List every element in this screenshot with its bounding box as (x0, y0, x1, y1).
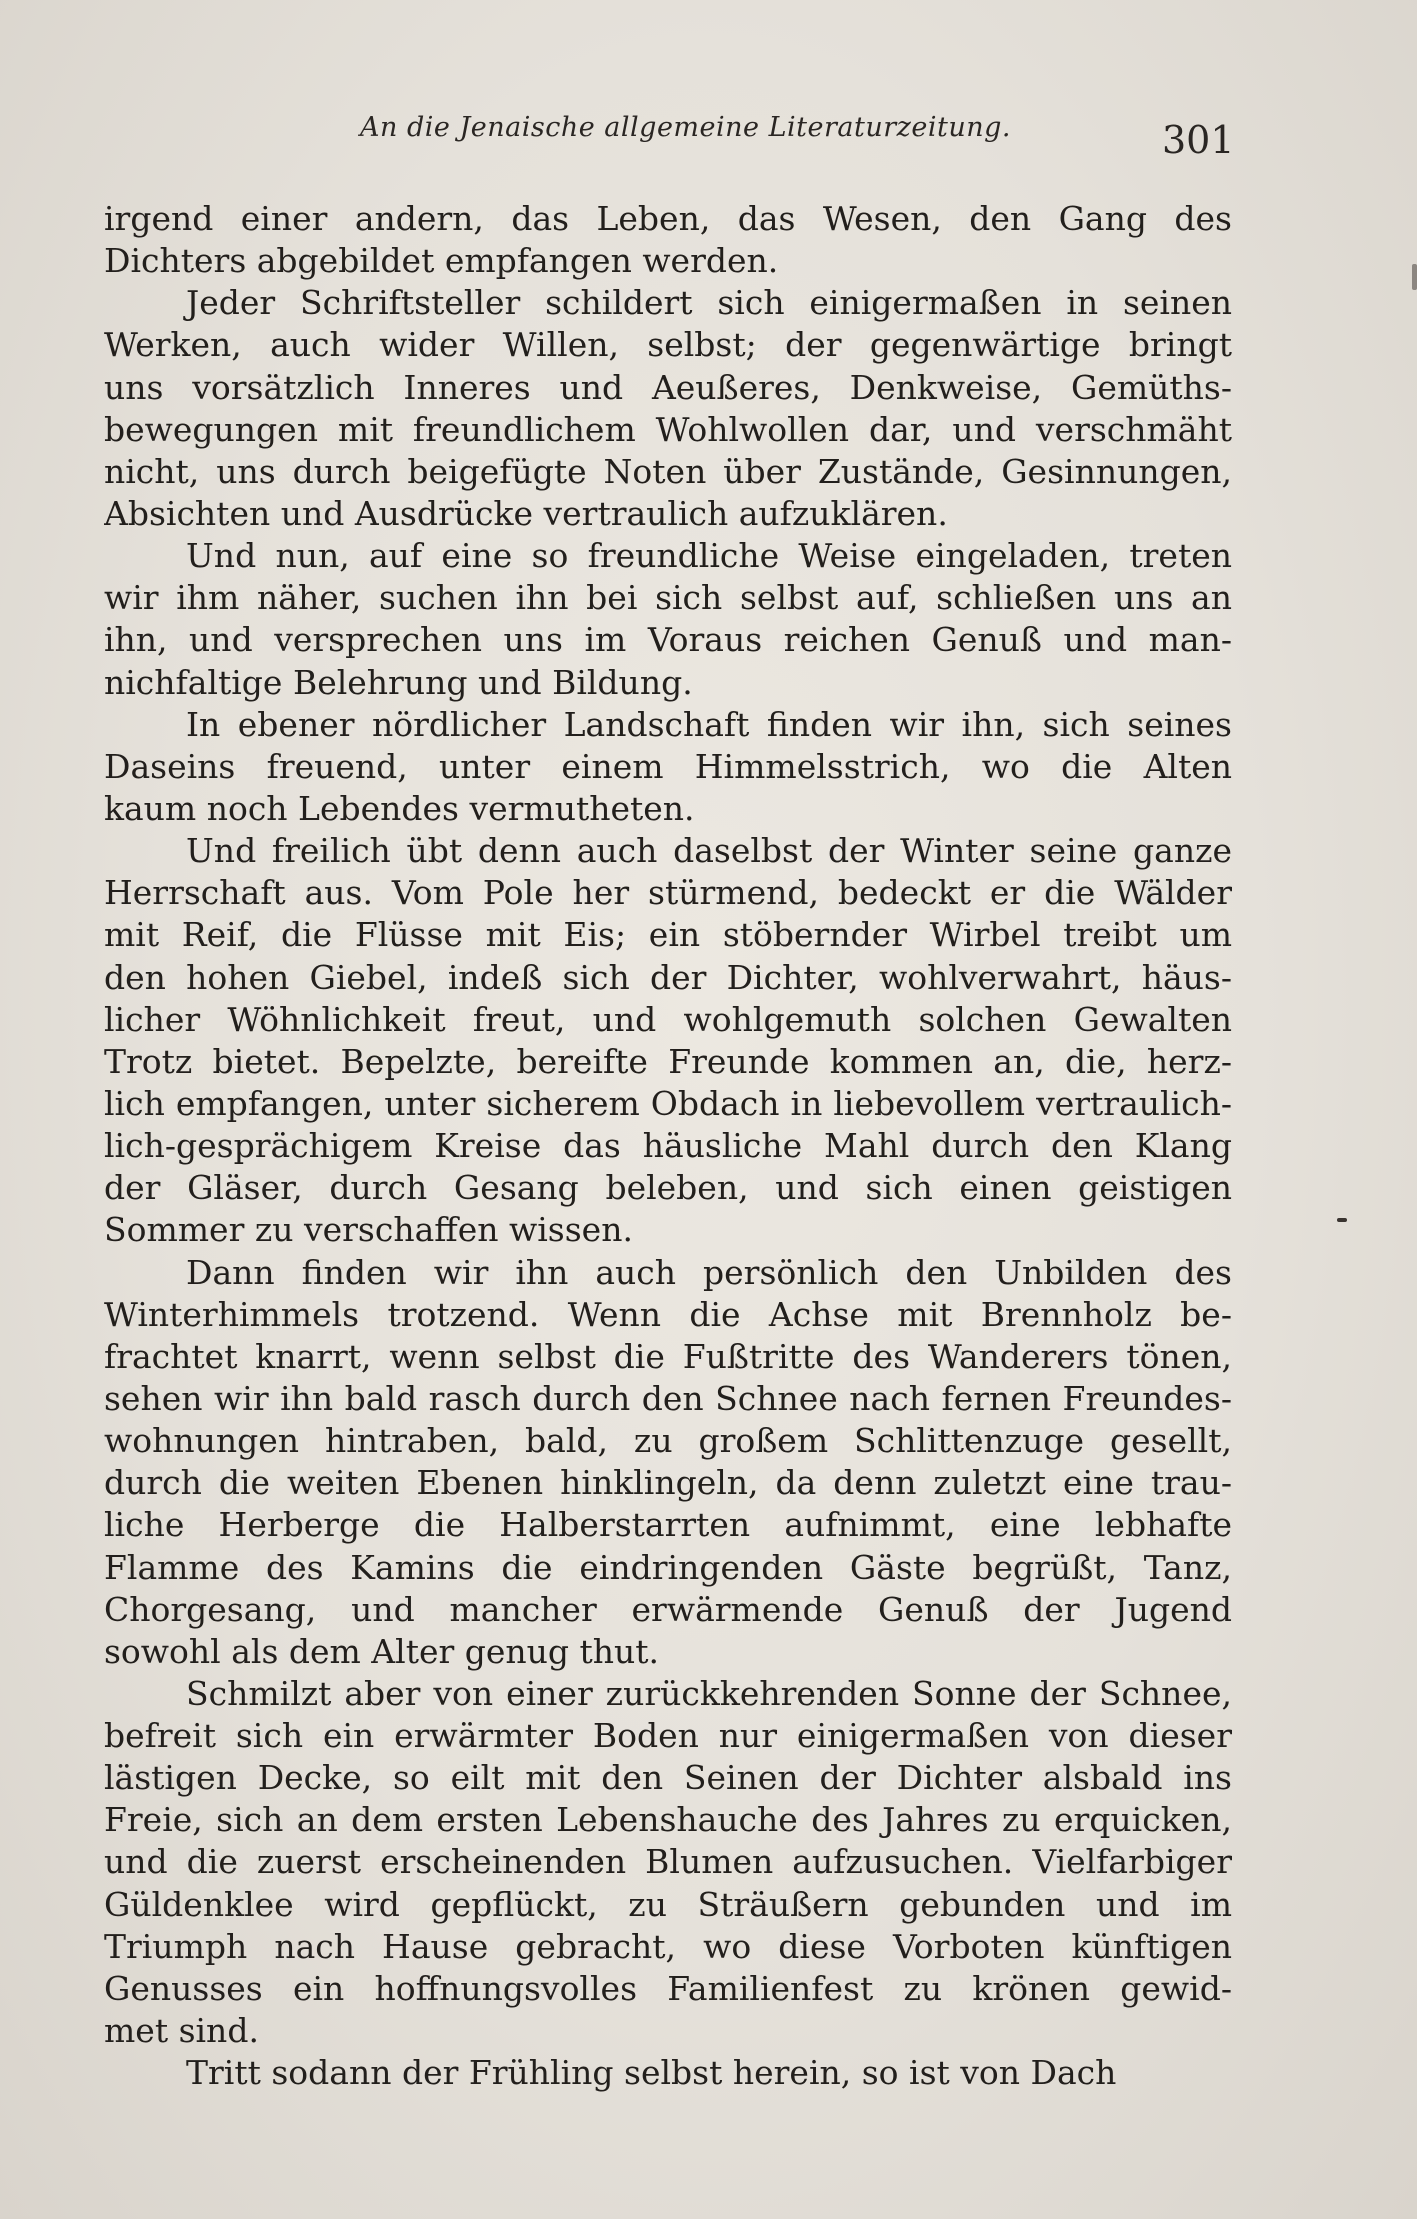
text-line: nichfaltige Belehrung und Bildung. (104, 662, 693, 702)
text-line: Jeder Schriftsteller schildert sich einigermaßen in seinen (186, 283, 1232, 323)
text-line: Daseins freuend, unter einem Himmelsstrich, wo die Alten (104, 746, 1232, 786)
text-line: ihn, und versprechen uns im Voraus reichen Genuß und man- (104, 620, 1232, 660)
text-line: durch die weiten Ebenen hinklingeln, da denn zuletzt eine trau- (104, 1463, 1232, 1503)
text-line: Trotz bietet. Bepelzte, bereifte Freunde kommen an, die, herz- (104, 1041, 1232, 1081)
text-line: uns vorsätzlich Inneres und Aeußeres, Denkweise, Gemüths- (104, 367, 1232, 407)
text-line: lich empfangen, unter sicherem Obdach in liebevollem vertraulich- (104, 1083, 1232, 1123)
text-line: Genusses ein hoffnungsvolles Familienfest zu krönen gewid- (104, 1968, 1232, 2008)
ink-speck (1337, 1218, 1347, 1222)
text-line: Und nun, auf eine so freundliche Weise eingeladen, treten (186, 536, 1232, 576)
text-line: lich-gesprächigem Kreise das häusliche Mahl durch den Klang (104, 1126, 1232, 1166)
text-line: In ebener nördlicher Landschaft finden wir ihn, sich seines (186, 704, 1232, 744)
text-line: und die zuerst erscheinenden Blumen aufzusuchen. Vielfarbiger (104, 1842, 1232, 1882)
text-line: Werken, auch wider Willen, selbst; der gegenwärtige bringt (104, 325, 1232, 365)
text-line: liche Herberge die Halberstarrten aufnimmt, eine lebhafte (104, 1505, 1232, 1545)
text-line: Flamme des Kamins die eindringenden Gäste begrüßt, Tanz, (104, 1547, 1232, 1587)
text-line: Absichten und Ausdrücke vertraulich aufzuklären. (104, 493, 948, 533)
text-line: Freie, sich an dem ersten Lebenshauche des Jahres zu erquicken, (104, 1800, 1232, 1840)
text-line: sowohl als dem Alter genug thut. (104, 1631, 660, 1671)
text-line: Dann finden wir ihn auch persönlich den Unbilden des (186, 1252, 1232, 1292)
text-line: Winterhimmels trotzend. Wenn die Achse mit Brennholz be- (104, 1294, 1232, 1334)
text-line: nicht, uns durch beigefügte Noten über Zustände, Gesinnungen, (104, 451, 1232, 491)
text-line: Tritt sodann der Frühling selbst herein, so ist von Dach (186, 2053, 1117, 2093)
text-line: Und freilich übt denn auch daselbst der Winter seine ganze (186, 831, 1232, 871)
text-line: frachtet knarrt, wenn selbst die Fußtritte des Wanderers tönen, (104, 1336, 1232, 1376)
text-line: Triumph nach Hause gebracht, wo diese Vorboten künftigen (104, 1926, 1232, 1966)
text-line: wohnungen hintraben, bald, zu großem Schlittenzuge gesellt, (104, 1421, 1232, 1461)
text-line: wir ihm näher, suchen ihn bei sich selbst auf, schließen uns an (104, 578, 1232, 618)
text-line: den hohen Giebel, indeß sich der Dichter, wohlverwahrt, häus- (104, 957, 1232, 997)
text-line: Chorgesang, und mancher erwärmende Genuß der Jugend (104, 1589, 1232, 1629)
text-line: kaum noch Lebendes vermutheten. (104, 788, 695, 828)
text-line: der Gläser, durch Gesang beleben, und sich einen geistigen (104, 1168, 1232, 1208)
text-line: Sommer zu verschaffen wissen. (104, 1210, 633, 1250)
text-line: Güldenklee wird gepflückt, zu Sträußern gebunden und im (104, 1884, 1232, 1924)
text-line: met sind. (104, 2011, 259, 2051)
text-line: irgend einer andern, das Leben, das Wesen, den Gang des (104, 199, 1232, 238)
page-number: 301 (1162, 118, 1235, 162)
text-line: befreit sich ein erwärmter Boden nur einigermaßen von dieser (104, 1716, 1232, 1756)
text-line: lästigen Decke, so eilt mit den Seinen der Dichter alsbald ins (104, 1758, 1232, 1798)
text-line: Herrschaft aus. Vom Pole her stürmend, bedeckt er die Wälder (104, 873, 1232, 913)
ink-speck (1412, 264, 1417, 290)
text-line: licher Wöhnlichkeit freut, und wohlgemuth solchen Gewalten (104, 999, 1232, 1039)
text-line: bewegungen mit freundlichem Wohlwollen dar, und verschmäht (104, 409, 1232, 449)
text-line: mit Reif, die Flüsse mit Eis; ein stöbernder Wirbel treibt um (104, 915, 1232, 955)
text-line: sehen wir ihn bald rasch durch den Schnee nach fernen Freundes- (104, 1378, 1232, 1418)
running-head: An die Jenaische allgemeine Literaturzeitung. (360, 112, 1011, 143)
text-line: Schmilzt aber von einer zurückkehrenden Sonne der Schnee, (186, 1673, 1232, 1713)
text-line: Dichters abgebildet empfangen werden. (104, 241, 779, 281)
body-text (104, 198, 1232, 2094)
